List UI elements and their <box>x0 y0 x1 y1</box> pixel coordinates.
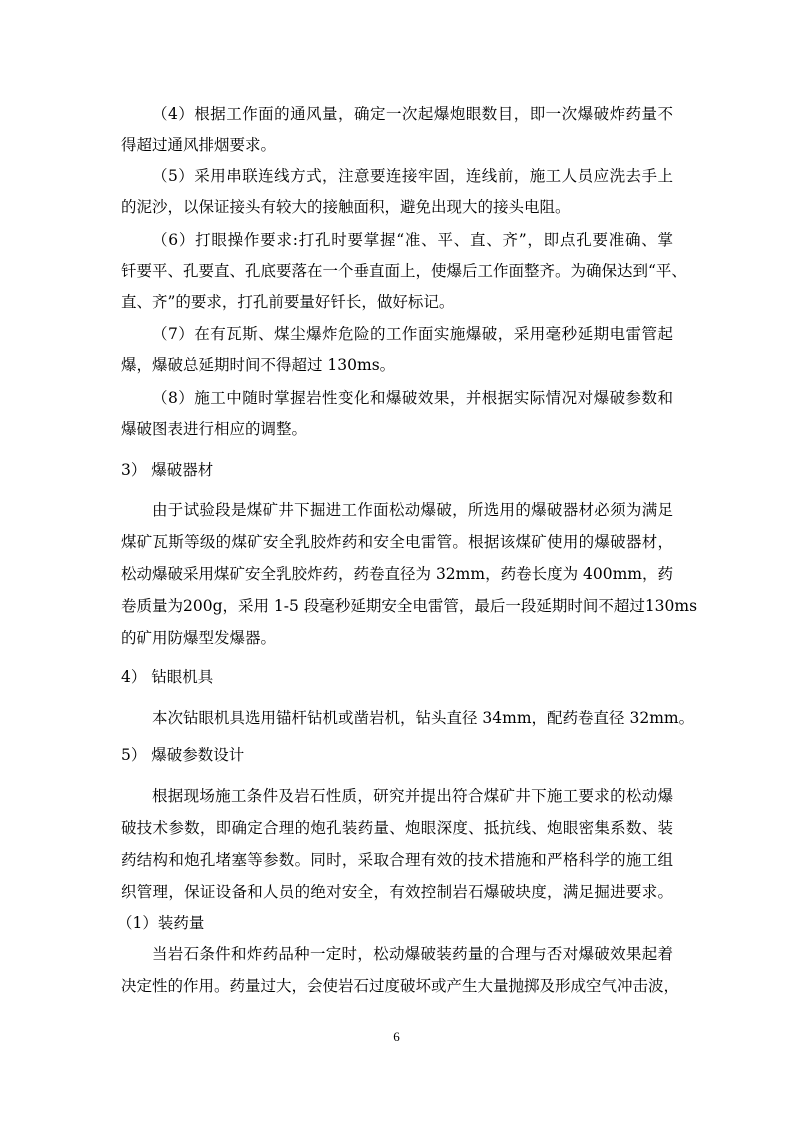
text-line: 松动爆破采用煤矿安全乳胶炸药，药卷直径为 32mm，药卷长度为 400mm，药 <box>121 565 673 583</box>
text-line: 得超过通风排烟要求。 <box>121 136 277 154</box>
text-line: 的泥沙，以保证接头有较大的接触面积，避免出现大的接头电阻。 <box>121 198 571 216</box>
text-line: 当岩石条件和炸药品种一定时，松动爆破装药量的合理与否对爆破效果起着 <box>152 945 673 963</box>
text-line: 直、齐”的要求，打孔前要量好钎长，做好标记。 <box>121 293 455 311</box>
text-line: 破技术参数，即确定合理的炮孔装药量、炮眼深度、抵抗线、炮眼密集系数、装 <box>121 819 673 837</box>
text-line: 爆，爆破总延期时间不得超过 130ms。 <box>121 356 396 374</box>
section-heading: 3） 爆破器材 <box>121 461 214 479</box>
text-line: 由于试验段是煤矿井下掘进工作面松动爆破，所选用的爆破器材必须为满足 <box>152 501 673 519</box>
text-line: （4）根据工作面的通风量，确定一次起爆炮眼数目，即一次爆破炸药量不 <box>152 105 673 123</box>
text-line: （6）打眼操作要求:打孔时要掌握“准、平、直、齐”，即点孔要准确、掌 <box>152 231 673 249</box>
text-line: 的矿用防爆型发爆器。 <box>121 629 277 647</box>
text-line: 钎要平、孔要直、孔底要落在一个垂直面上，使爆后工作面整齐。为确保达到“平、 <box>121 262 687 280</box>
text-line: 爆破图表进行相应的调整。 <box>121 420 308 438</box>
section-heading: 4） 钻眼机具 <box>121 668 214 686</box>
text-line: 织管理，保证设备和人员的绝对安全，有效控制岩石爆破块度，满足掘进要求。 <box>121 883 673 901</box>
text-line: 药结构和炮孔堵塞等参数。同时，采取合理有效的技术措施和严格科学的施工组 <box>121 851 673 869</box>
text-line: 决定性的作用。药量过大，会使岩石过度破坏或产生大量抛掷及形成空气冲击波， <box>121 977 680 995</box>
text-line: 根据现场施工条件及岩石性质，研究并提出符合煤矿井下施工要求的松动爆 <box>152 787 673 805</box>
text-line: （7）在有瓦斯、煤尘爆炸危险的工作面实施爆破，采用毫秒延期电雷管起 <box>152 325 673 343</box>
section-heading: 5） 爆破参数设计 <box>121 746 245 764</box>
text-line: （5）采用串联连线方式，注意要连接牢固，连线前，施工人员应洗去手上 <box>152 167 673 185</box>
page-number: 6 <box>393 1029 400 1044</box>
text-line: 本次钻眼机具选用锚杆钻机或凿岩机，钻头直径 34mm，配药卷直径 32mm。 <box>152 709 695 727</box>
text-line: 卷质量为200g，采用 1-5 段毫秒延期安全电雷管，最后一段延期时间不超过130ms <box>121 597 698 615</box>
text-line: （8）施工中随时掌握岩性变化和爆破效果，并根据实际情况对爆破参数和 <box>152 389 673 407</box>
text-line: 煤矿瓦斯等级的煤矿安全乳胶炸药和安全电雷管。根据该煤矿使用的爆破器材， <box>121 533 673 551</box>
subsection-heading: （1）装药量 <box>117 914 205 932</box>
